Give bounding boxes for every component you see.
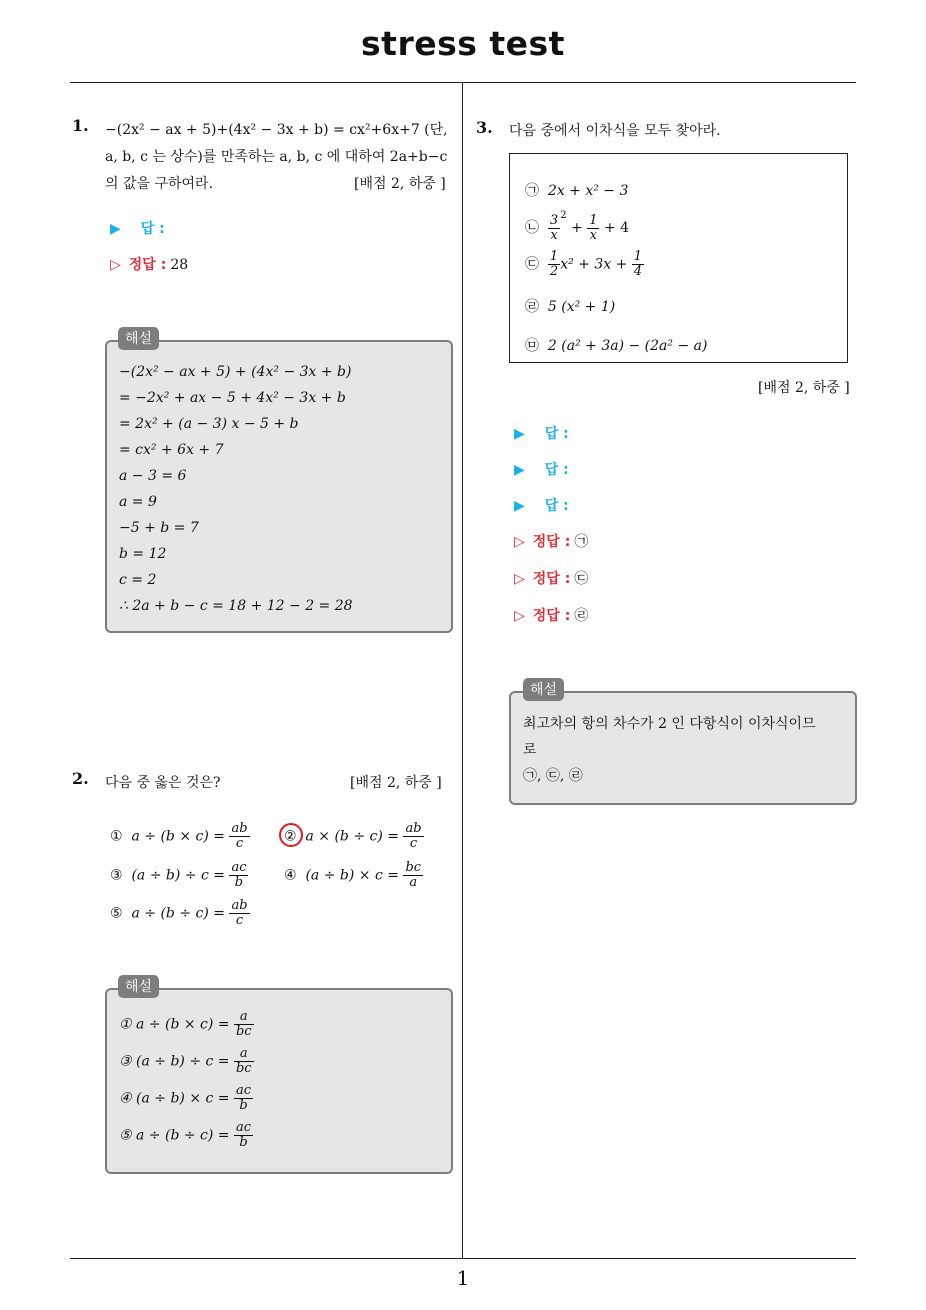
option-mark: ⑤ [110, 905, 123, 922]
choice-item: ㉣ 5 (x² + 1) [525, 299, 616, 315]
outline-triangle-icon: ▷ [514, 534, 525, 550]
question-number: 2. [72, 769, 89, 788]
explanation-tab: 해설 [523, 678, 564, 701]
option-expression: a × (b ÷ c) = [305, 828, 399, 845]
answer-field[interactable]: ▶ 답 : [514, 426, 569, 442]
bottom-rule [70, 1258, 856, 1259]
explanation-line: −5 + b = 7 [119, 520, 199, 536]
question-text: 다음 중 옳은 것은? [105, 775, 221, 791]
option-mark: ③ [110, 867, 123, 884]
correct-answer: ▷ 정답 : ㉢ [514, 571, 589, 587]
column-divider [462, 83, 463, 1259]
explanation-line: a − 3 = 6 [119, 468, 187, 484]
fraction: $\frac{ab}{c}$ [231, 898, 248, 928]
explanation-box [105, 340, 453, 633]
explanation-tab: 해설 [118, 327, 159, 350]
option-expression: (a ÷ b) × c = [305, 867, 399, 884]
top-rule [70, 82, 856, 83]
explanation-line: = cx² + 6x + 7 [119, 442, 224, 458]
page-number: 1 [456, 1266, 470, 1290]
fraction: $\frac{ac}{b}$ [231, 860, 247, 890]
explanation-line: a = 9 [119, 494, 157, 510]
option-mark: ④ [284, 867, 297, 884]
option-expression: a ÷ (b × c) = [131, 828, 225, 845]
explanation-line: ㉠, ㉢, ㉣ [523, 768, 583, 784]
option-4[interactable] [284, 861, 423, 890]
choice-item: ㉠ 2x + x² − 3 [525, 183, 629, 199]
score-info: [배점 2, 하중 ] [354, 176, 446, 192]
explanation-box [509, 691, 857, 805]
score-info: [배점 2, 하중 ] [758, 380, 850, 396]
choice-box [509, 153, 848, 363]
option-1[interactable] [110, 822, 250, 851]
outline-triangle-icon: ▷ [514, 571, 525, 587]
option-expression: a ÷ (b ÷ c) = [131, 905, 225, 922]
explanation-line: 로 [523, 742, 537, 758]
answer-label: 답 : [140, 221, 165, 237]
fraction: $\frac{ab}{c}$ [231, 821, 248, 851]
score-info: [배점 2, 하중 ] [350, 775, 442, 791]
explanation-line: = 2x² + (a − 3) x − 5 + b [119, 416, 299, 432]
correct-answer: ▷ 정답 : ㉠ [514, 534, 589, 550]
option-mark: ① [110, 828, 123, 845]
question-text: −(2x² − ax + 5)+(4x² − 3x + b) = cx²+6x+7 (단, [105, 122, 448, 138]
explanation-line: ③ (a ÷ b) ÷ c = $\frac{a}{bc}$ [119, 1046, 252, 1076]
explanation-line: c = 2 [119, 572, 157, 588]
explanation-line: b = 12 [119, 546, 167, 562]
filled-triangle-icon: ▶ [514, 426, 525, 442]
option-expression: (a ÷ b) ÷ c = [131, 867, 225, 884]
question-text: 의 값을 구하여라. [105, 176, 214, 192]
question-number: 3. [476, 118, 493, 137]
outline-triangle-icon: ▷ [110, 257, 121, 273]
option-3[interactable] [110, 861, 248, 890]
explanation-line: −(2x² − ax + 5) + (4x² − 3x + b) [119, 364, 352, 380]
correct-label: 정답 : [128, 257, 167, 273]
option-5[interactable] [110, 899, 250, 928]
explanation-line: ∴ 2a + b − c = 18 + 12 − 2 = 28 [119, 598, 353, 614]
question-text: 다음 중에서 이차식을 모두 찾아라. [509, 123, 721, 139]
option-mark: ② [284, 828, 297, 845]
explanation-line: 최고차의 항의 차수가 2 인 다항식이 이차식이므 [523, 716, 816, 732]
choice-item: ㉢ $\frac{1}{2}$ x² + 3x + $\frac{1}{4}$ [525, 249, 643, 279]
fraction: $\frac{bc}{a}$ [405, 860, 422, 890]
choice-item: ㉡ $\frac{3}{x}$ $^2$ + $\frac{1}{x}$ + 4 [525, 210, 630, 243]
explanation-tab: 해설 [118, 975, 159, 998]
correct-answer: ▷ 정답 : ㉣ [514, 608, 589, 624]
explanation-line: ⑤ a ÷ (b ÷ c) = $\frac{ac}{b}$ [119, 1120, 252, 1150]
filled-triangle-icon: ▶ [514, 462, 525, 478]
page-title: stress test [361, 24, 565, 63]
selected-option-circle-icon [279, 823, 303, 847]
question-number: 1. [72, 116, 89, 135]
filled-triangle-icon: ▶ [514, 498, 525, 514]
outline-triangle-icon: ▷ [514, 608, 525, 624]
correct-answer [110, 254, 188, 274]
question-text: a, b, c 는 상수)를 만족하는 a, b, c 에 대하여 2a+b−c [105, 149, 448, 165]
explanation-line: ④ (a ÷ b) × c = $\frac{ac}{b}$ [119, 1083, 252, 1113]
option-2[interactable] [284, 822, 424, 851]
choice-item: ㉤ 2 (a² + 3a) − (2a² − a) [525, 338, 708, 354]
fraction: $\frac{ab}{c}$ [405, 821, 422, 851]
answer-field[interactable]: ▶ 답 : [514, 462, 569, 478]
explanation-box [105, 988, 453, 1174]
explanation-line: ① a ÷ (b × c) = $\frac{a}{bc}$ [119, 1009, 252, 1039]
answer-field[interactable] [110, 218, 165, 238]
filled-triangle-icon: ▶ [110, 221, 121, 237]
answer-field[interactable]: ▶ 답 : [514, 498, 569, 514]
explanation-line: = −2x² + ax − 5 + 4x² − 3x + b [119, 390, 346, 406]
correct-value: 28 [170, 257, 189, 273]
